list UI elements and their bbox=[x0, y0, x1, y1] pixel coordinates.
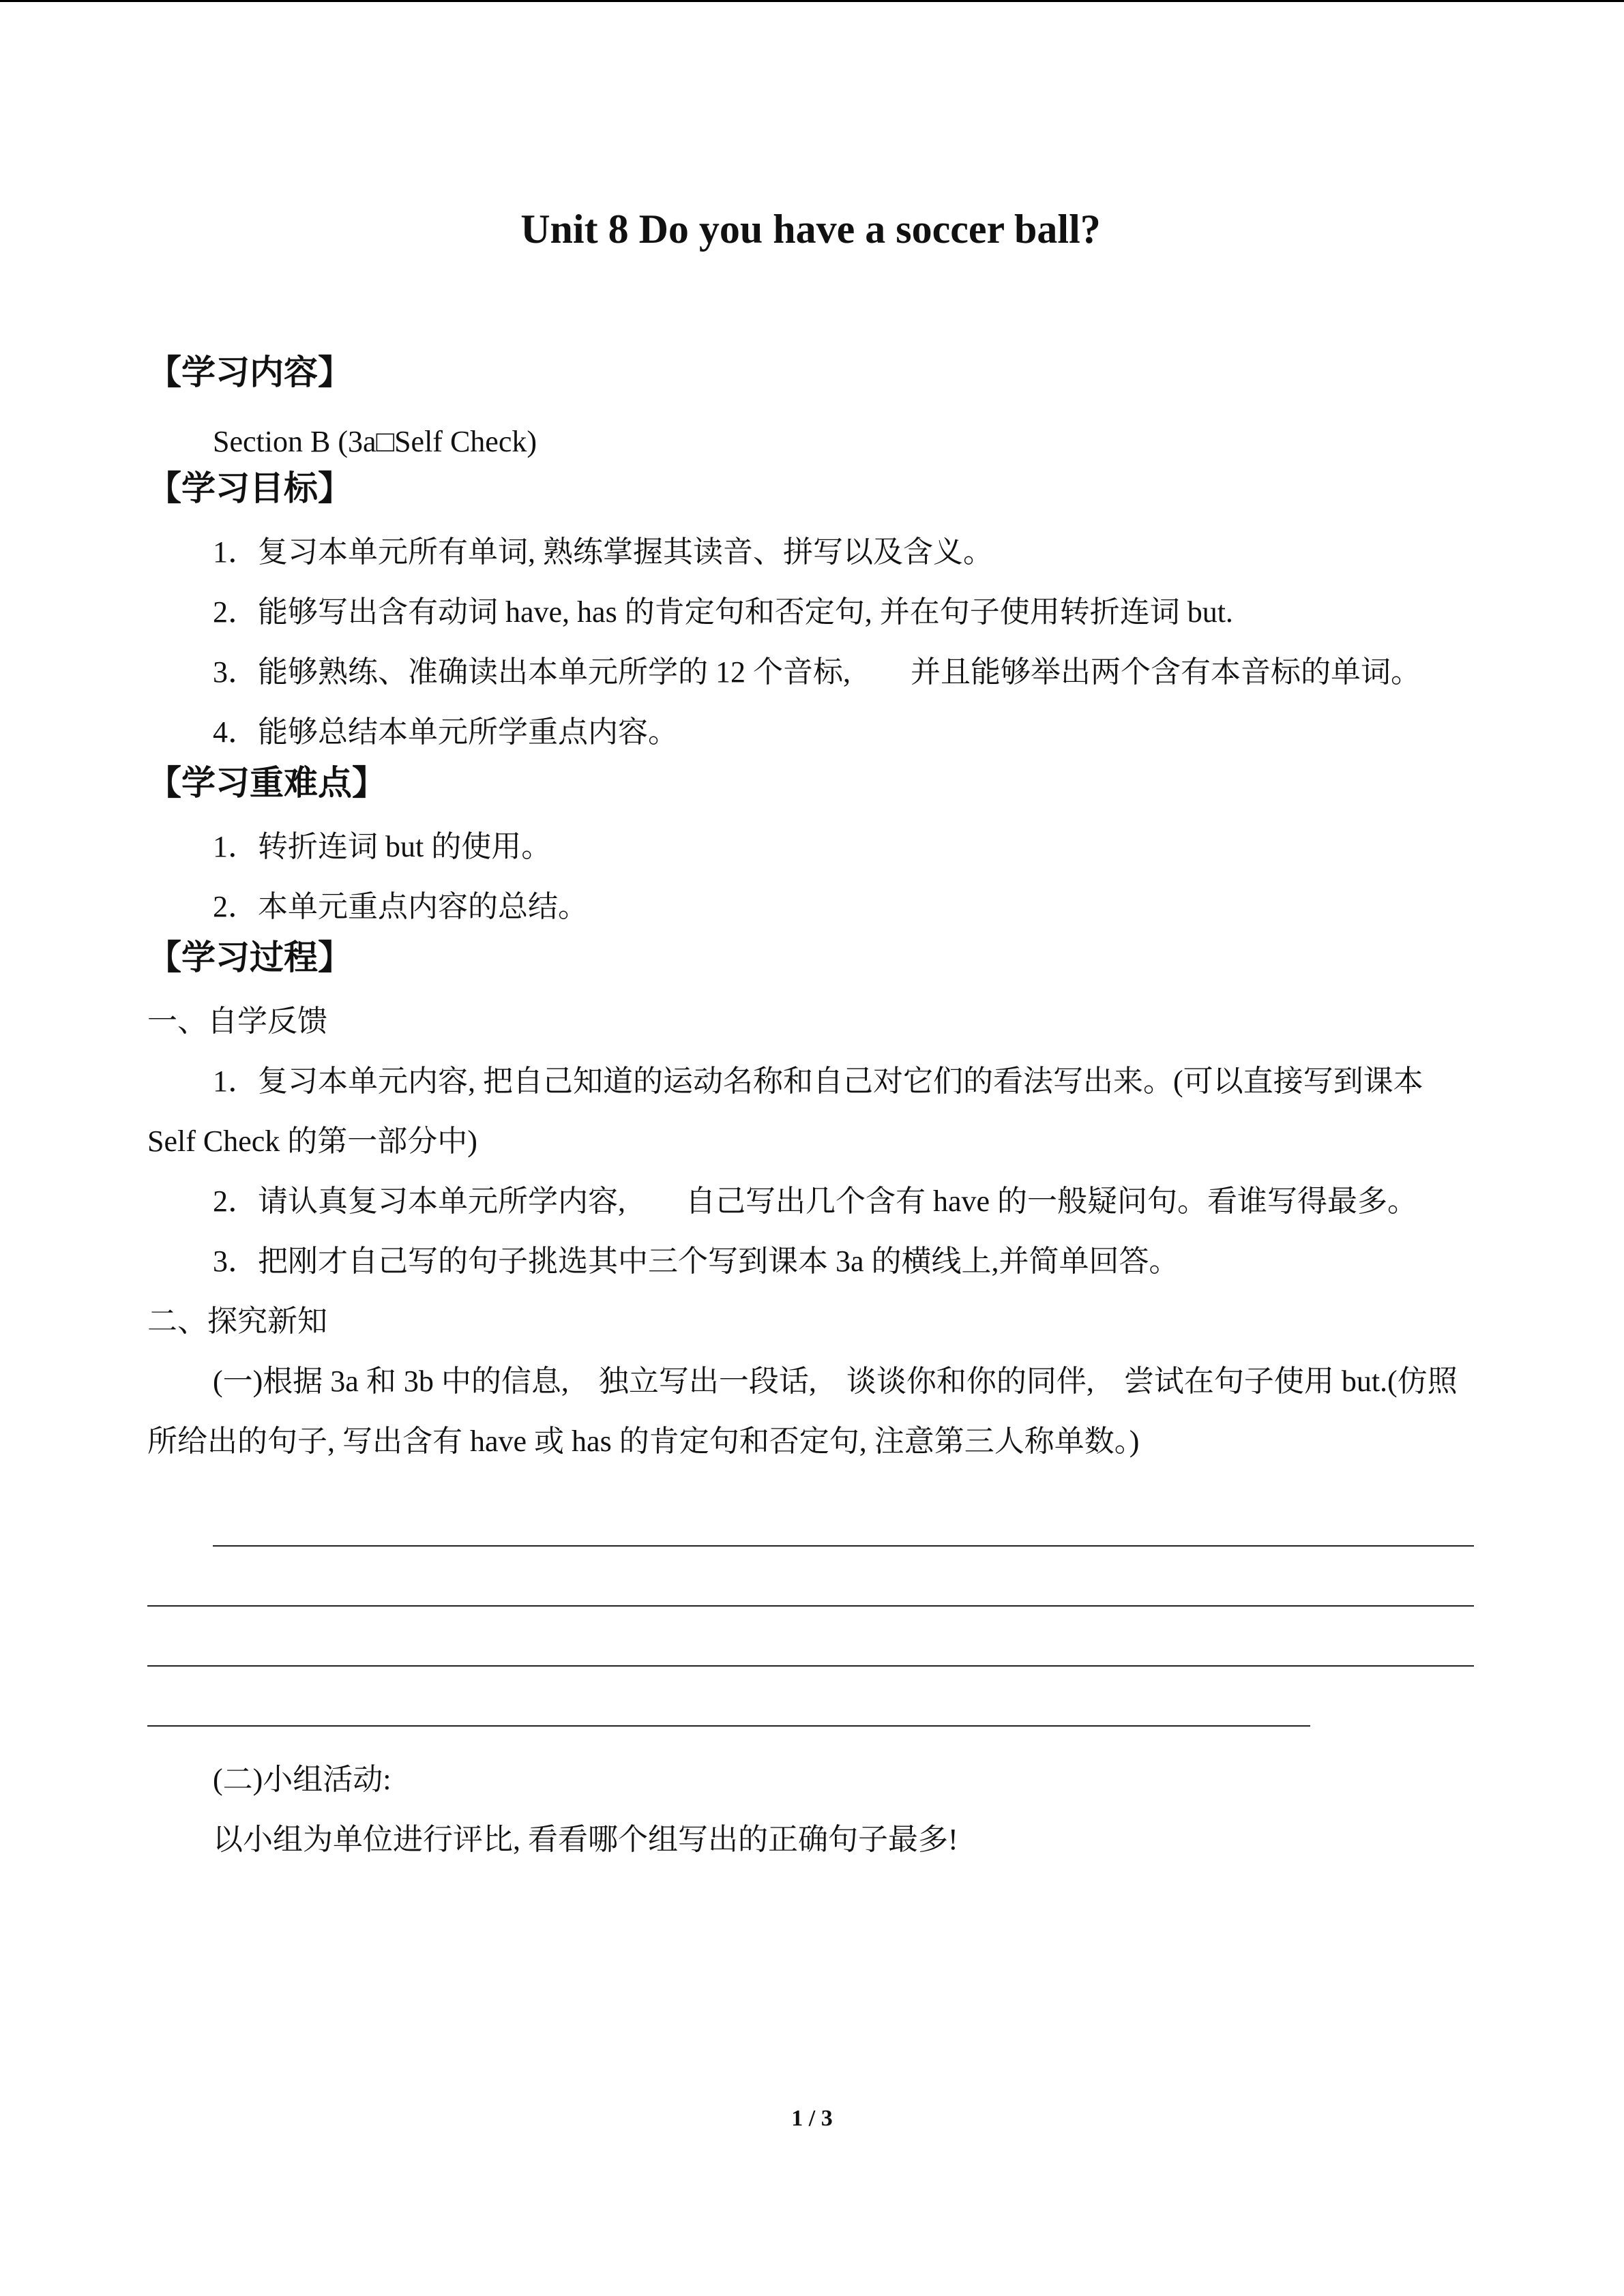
document-page bbox=[147, 205, 1474, 1870]
key-point-2: 2．本单元重点内容的总结。 bbox=[213, 890, 588, 923]
answer-line-4[interactable] bbox=[147, 1725, 1310, 1727]
answer-line-2[interactable] bbox=[147, 1605, 1474, 1607]
page-number: 1 / 3 bbox=[791, 2106, 833, 2131]
page-top-border bbox=[0, 0, 1624, 2]
part2-task2-title: (二)小组活动: bbox=[213, 1763, 392, 1796]
heading-key-points: 【学习重难点】 bbox=[147, 763, 386, 803]
part2-task1: (一)根据 3a 和 3b 中的信息, 独立写出一段话, 谈谈你和你的同伴, 尝试在句子使用 but.(仿照所给出的句子, 写出含有 have 或 has 的肯定句和否定句, 注意第三人称单数。) bbox=[147, 1365, 1458, 1458]
heading-content: 【学习内容】 bbox=[147, 353, 352, 392]
answer-line-1[interactable] bbox=[213, 1545, 1474, 1547]
goal-item-2: 2．能够写出含有动词 have, has 的肯定句和否定句, 并在句子使用转折连词 but. bbox=[213, 595, 1233, 629]
part2-task2-text: 以小组为单位进行评比, 看看哪个组写出的正确句子最多! bbox=[213, 1823, 958, 1856]
page-title: Unit 8 Do you have a soccer ball? bbox=[520, 207, 1101, 252]
goal-item-3: 3．能够熟练、准确读出本单元所学的 12 个音标, 并且能够举出两个含有本音标的单词。 bbox=[213, 655, 1421, 689]
goal-item-1: 1．复习本单元所有单词, 熟练掌握其读音、拼写以及含义。 bbox=[213, 535, 993, 569]
part2-title: 二、探究新知 bbox=[147, 1304, 327, 1338]
heading-process: 【学习过程】 bbox=[147, 938, 352, 977]
content-text: Section B (3a□Self Check) bbox=[213, 425, 537, 458]
goal-item-4: 4．能够总结本单元所学重点内容。 bbox=[213, 715, 678, 749]
part1-item-3: 3．把刚才自己写的句子挑选其中三个写到课本 3a 的横线上,并简单回答。 bbox=[213, 1244, 1179, 1278]
heading-goals: 【学习目标】 bbox=[147, 468, 352, 508]
part1-title: 一、自学反馈 bbox=[147, 1004, 327, 1038]
answer-lines bbox=[147, 1472, 1474, 1731]
part1-item-2: 2．请认真复习本单元所学内容, 自己写出几个含有 have 的一般疑问句。看谁写得最多。 bbox=[213, 1184, 1418, 1218]
key-point-1: 1．转折连词 but 的使用。 bbox=[213, 830, 552, 863]
part1-item-1: 1．复习本单元内容, 把自己知道的运动名称和自己对它们的看法写出来。(可以直接写到课本 Self Check 的第一部分中) bbox=[147, 1064, 1423, 1158]
answer-line-3[interactable] bbox=[147, 1665, 1474, 1667]
